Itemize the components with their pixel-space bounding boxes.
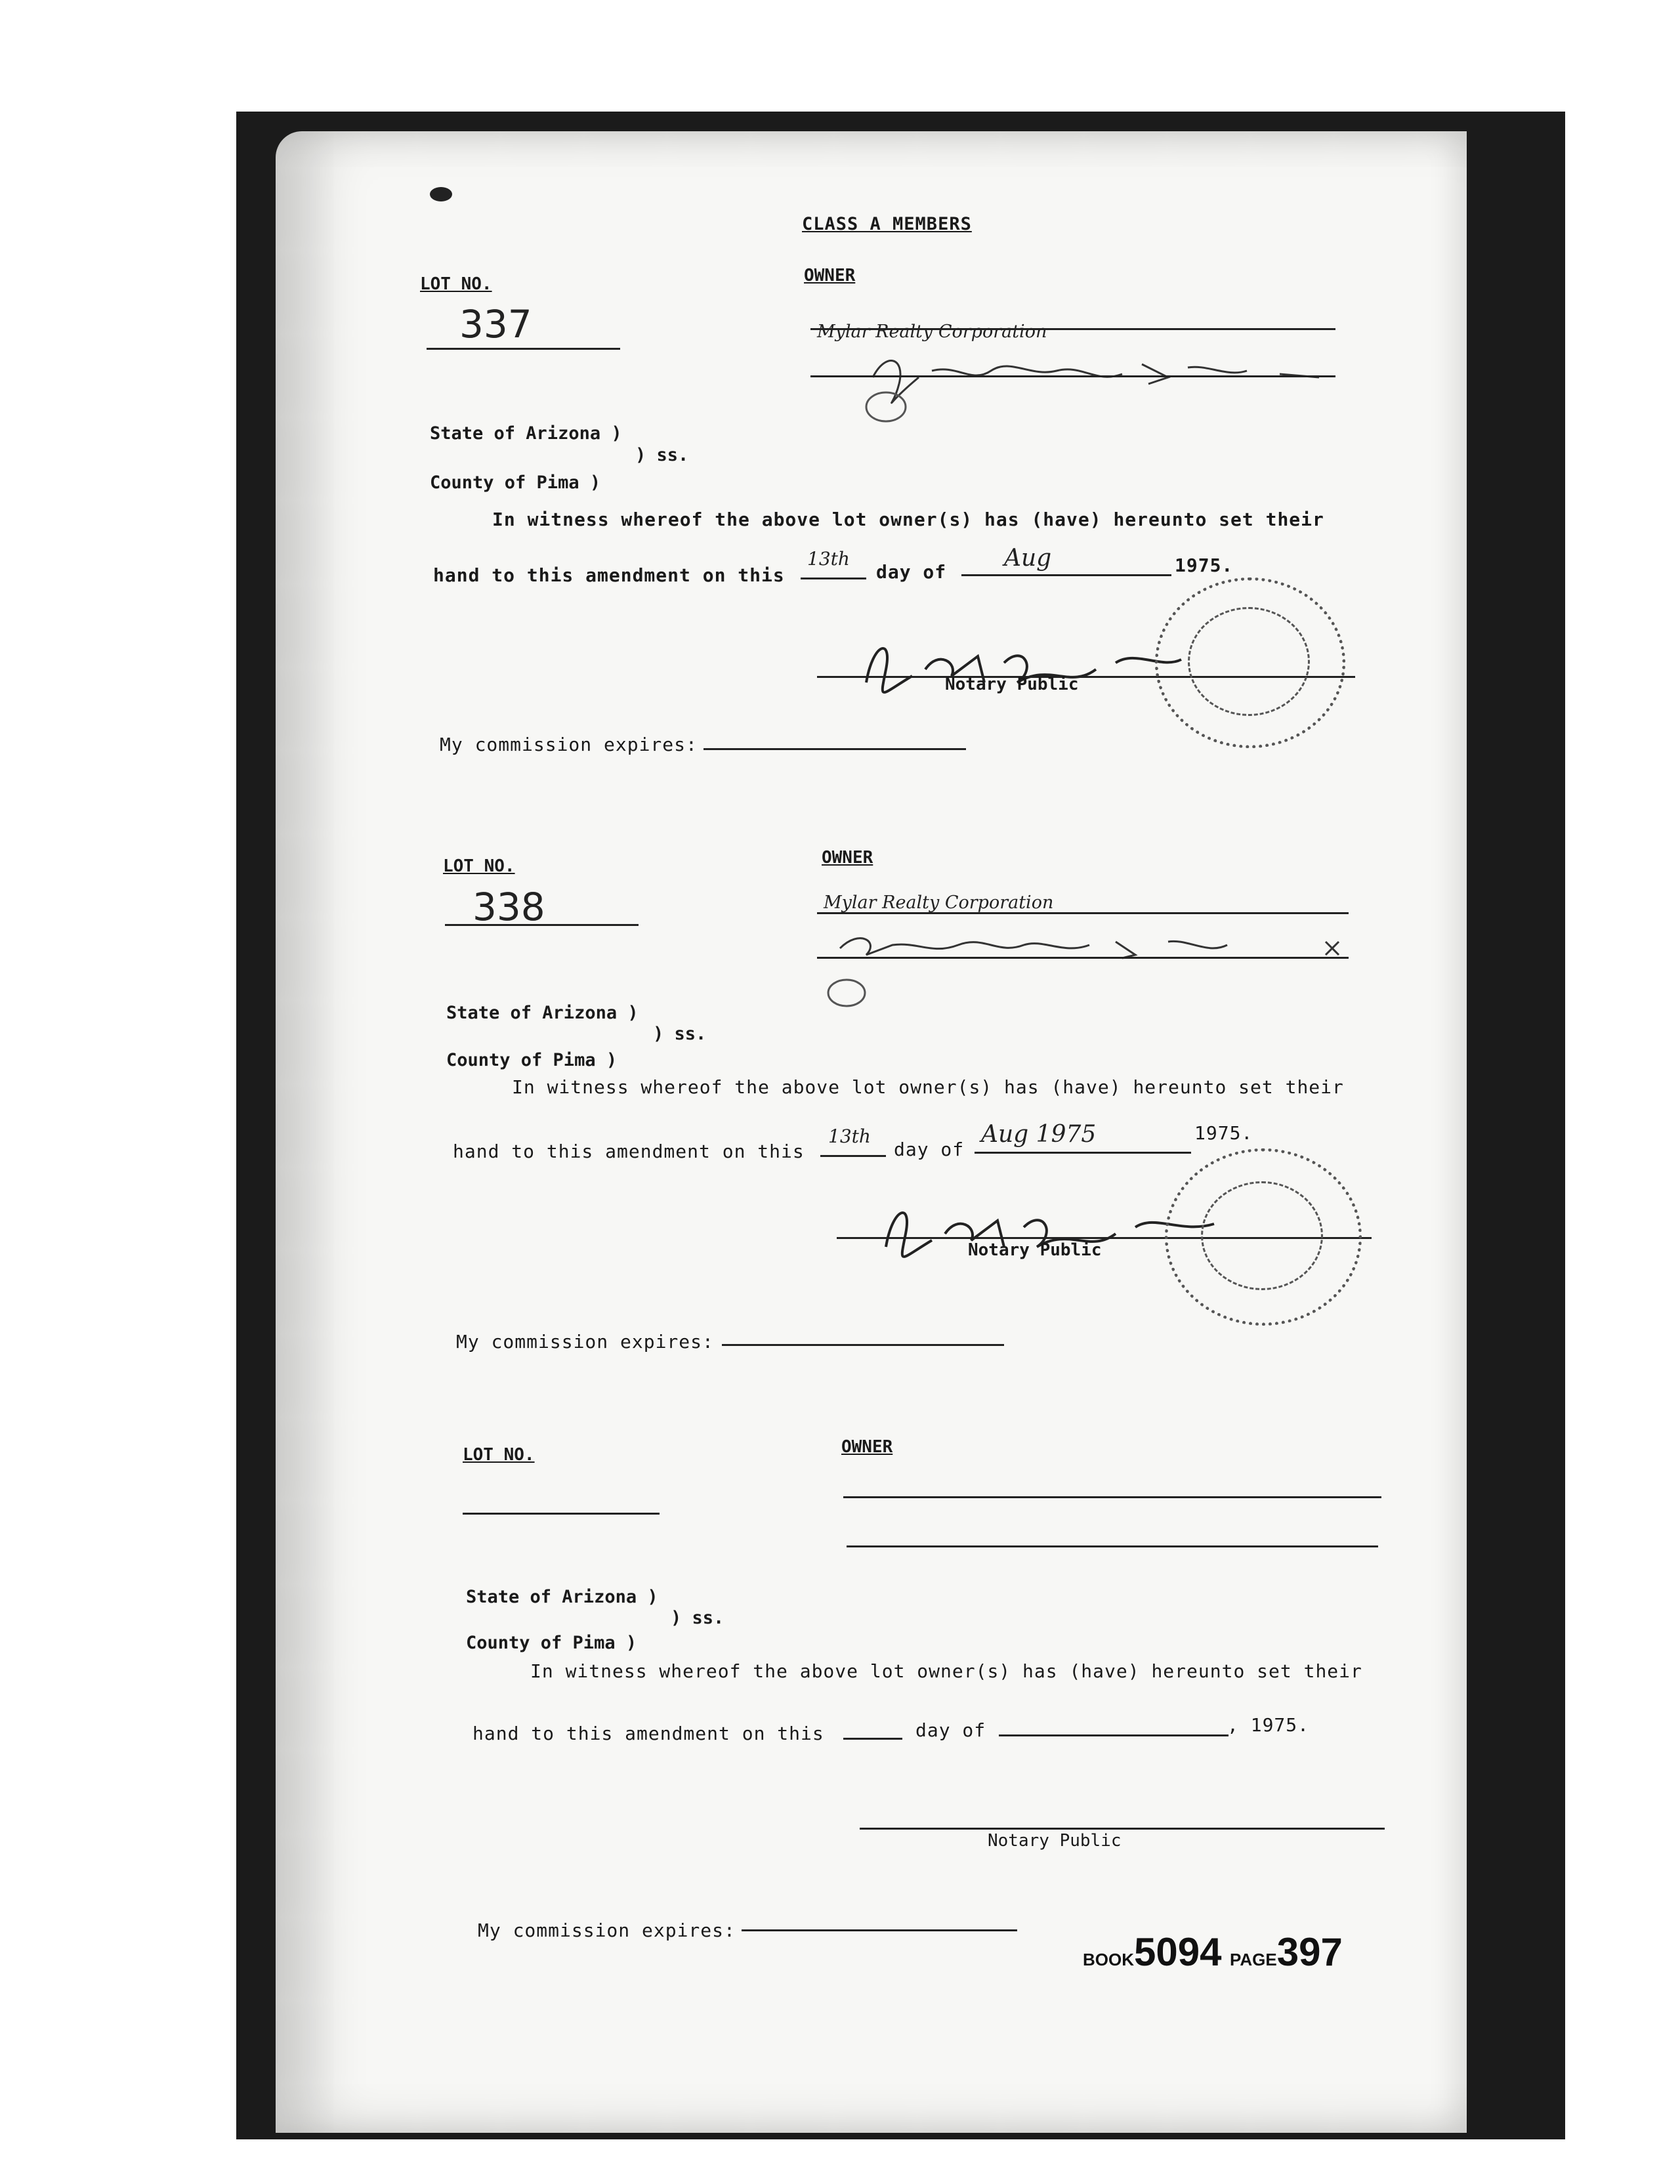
book-label: BOOK bbox=[1083, 1950, 1134, 1969]
commission-line bbox=[722, 1344, 1004, 1346]
owner-typed-line bbox=[810, 328, 1335, 330]
lot-number-value: 337 bbox=[459, 302, 532, 346]
recording-stamp bbox=[1083, 1929, 1343, 1975]
commission-label: My commission expires: bbox=[456, 1331, 714, 1353]
book-number: 5094 bbox=[1134, 1930, 1222, 1974]
owner-line-2 bbox=[847, 1545, 1378, 1547]
lot-no-label: LOT NO. bbox=[420, 274, 492, 294]
owner-label: OWNER bbox=[841, 1437, 893, 1457]
commission-label: My commission expires: bbox=[478, 1920, 736, 1941]
month-line bbox=[999, 1734, 1228, 1736]
notary-label: Notary Public bbox=[988, 1831, 1122, 1851]
state-label: State of Arizona ) bbox=[446, 1003, 639, 1023]
page-title: CLASS A MEMBERS bbox=[802, 214, 972, 234]
hand-prefix: hand to this amendment on this bbox=[453, 1141, 805, 1162]
lot-number-value: 338 bbox=[472, 885, 545, 929]
owner-signature-icon bbox=[860, 338, 1332, 423]
ss-label: ) ss. bbox=[653, 1024, 707, 1044]
ink-blot-icon bbox=[430, 187, 452, 201]
witness-statement: In witness whereof the above lot owner(s) has (have) hereunto set their bbox=[512, 1076, 1344, 1098]
year-value: 1975. bbox=[1175, 555, 1234, 576]
witness-statement: In witness whereof the above lot owner(s) has (have) hereunto set their bbox=[530, 1660, 1362, 1682]
month-value: Aug 1975 bbox=[981, 1121, 1097, 1148]
day-value: 13th bbox=[828, 1125, 871, 1147]
lot-no-label: LOT NO. bbox=[463, 1445, 535, 1465]
notary-seal-inner-icon bbox=[1201, 1181, 1323, 1290]
hand-prefix: hand to this amendment on this bbox=[433, 564, 785, 586]
day-line bbox=[843, 1738, 902, 1740]
day-line bbox=[801, 578, 866, 579]
notary-seal-inner-icon bbox=[1188, 607, 1310, 716]
owner-label: OWNER bbox=[822, 848, 873, 868]
year-value: 1975. bbox=[1194, 1122, 1253, 1144]
commission-line bbox=[742, 1929, 1017, 1931]
day-line bbox=[820, 1155, 886, 1157]
state-label: State of Arizona ) bbox=[466, 1587, 658, 1607]
owner-signature-line bbox=[810, 375, 1335, 377]
lot-number-line bbox=[427, 348, 620, 350]
owner-signature-line bbox=[817, 957, 1349, 959]
owner-typed-line bbox=[817, 912, 1349, 914]
witness-statement: In witness whereof the above lot owner(s) has (have) hereunto set their bbox=[492, 509, 1324, 530]
hand-prefix: hand to this amendment on this bbox=[472, 1723, 824, 1744]
owner-typed-name: Mylar Realty Corporation bbox=[824, 892, 1054, 913]
lot-number-line bbox=[445, 924, 639, 926]
owner-typed-name: Mylar Realty Corporation bbox=[817, 322, 1047, 342]
county-label: County of Pima ) bbox=[430, 472, 601, 493]
owner-label: OWNER bbox=[804, 266, 856, 285]
page-label: PAGE bbox=[1229, 1950, 1277, 1969]
month-line bbox=[975, 1152, 1191, 1154]
page-number: 397 bbox=[1276, 1930, 1343, 1974]
month-line bbox=[961, 574, 1171, 576]
day-of-label: day of bbox=[876, 561, 947, 583]
lot-number-line bbox=[463, 1513, 660, 1515]
day-of-label: day of bbox=[894, 1139, 965, 1160]
notary-label: Notary Public bbox=[945, 675, 1079, 694]
commission-label: My commission expires: bbox=[440, 734, 698, 755]
owner-signature-icon bbox=[827, 915, 1352, 1007]
commission-line bbox=[704, 748, 966, 750]
notary-label: Notary Public bbox=[968, 1240, 1102, 1260]
day-value: 13th bbox=[807, 548, 850, 570]
owner-line-1 bbox=[843, 1496, 1381, 1498]
year-value: , 1975. bbox=[1227, 1714, 1310, 1736]
state-label: State of Arizona ) bbox=[430, 423, 622, 444]
county-label: County of Pima ) bbox=[446, 1050, 618, 1070]
ss-label: ) ss. bbox=[671, 1608, 724, 1628]
notary-line bbox=[860, 1828, 1385, 1830]
county-label: County of Pima ) bbox=[466, 1633, 637, 1653]
ss-label: ) ss. bbox=[635, 445, 689, 465]
lot-no-label: LOT NO. bbox=[443, 856, 515, 876]
day-of-label: day of bbox=[915, 1719, 986, 1741]
month-value: Aug bbox=[1004, 545, 1052, 572]
